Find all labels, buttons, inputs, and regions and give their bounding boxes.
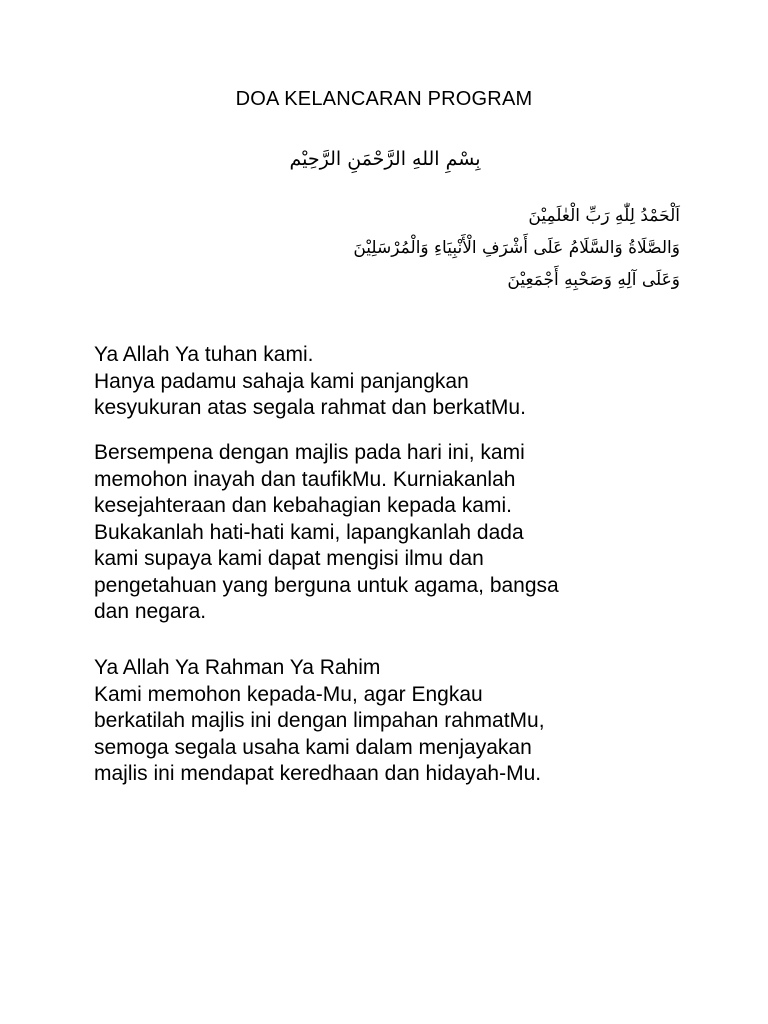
text-line: kesejahteraan dan kebahagian kepada kami. <box>94 494 512 517</box>
text-line: berkatilah majlis ini dengan limpahan rahmatMu, <box>94 709 545 732</box>
document-title: DOA KELANCARAN PROGRAM <box>235 88 533 110</box>
text-line: pengetahuan yang berguna untuk agama, bangsa <box>94 573 559 597</box>
basmalah: بِسْمِ اللهِ الرَّحْمَنِ الرَّحِيْم <box>289 148 481 170</box>
text-line: kesyukuran atas segala rahmat dan berkatMu. <box>94 396 526 419</box>
paragraph-1 <box>94 342 674 422</box>
text-line: Ya Allah Ya tuhan kami. <box>94 343 314 366</box>
arabic-line: وَعَلَى آلِهِ وَصَحْبِهِ أَجْمَعِيْنَ <box>507 270 680 290</box>
text-line: Ya Allah Ya Rahman Ya Rahim <box>94 656 381 679</box>
text-line: dan negara. <box>94 600 207 623</box>
arabic-line: وَالصَّلَاةُ وَالسَّلَامُ عَلَى أَشْرَفِ الْأَنْبِيَاءِ وَالْمُرْسَلِيْنَ <box>353 238 680 258</box>
text-line: Hanya padamu sahaja kami panjangkan <box>94 369 469 393</box>
text-line: Bersempena dengan majlis pada hari ini, kami <box>94 441 525 464</box>
text-line: Kami memohon kepada-Mu, agar Engkau <box>94 682 483 706</box>
text-line: majlis ini mendapat keredhaan dan hidayah-Mu. <box>94 762 542 785</box>
paragraph-2 <box>94 440 674 626</box>
text-line: Bukakanlah hati-hati kami, lapangkanlah dada <box>94 520 524 544</box>
text-line: kami supaya kami dapat mengisi ilmu dan <box>94 547 484 570</box>
arabic-line: اَلْحَمْدُ لِلّٰهِ رَبِّ الْعٰلَمِيْنَ <box>528 206 680 226</box>
text-line: memohon inayah dan taufikMu. Kurniakanlah <box>94 467 516 491</box>
text-line: semoga segala usaha kami dalam menjayakan <box>94 735 532 759</box>
arabic-opening <box>240 200 680 296</box>
paragraph-3 <box>94 655 674 788</box>
